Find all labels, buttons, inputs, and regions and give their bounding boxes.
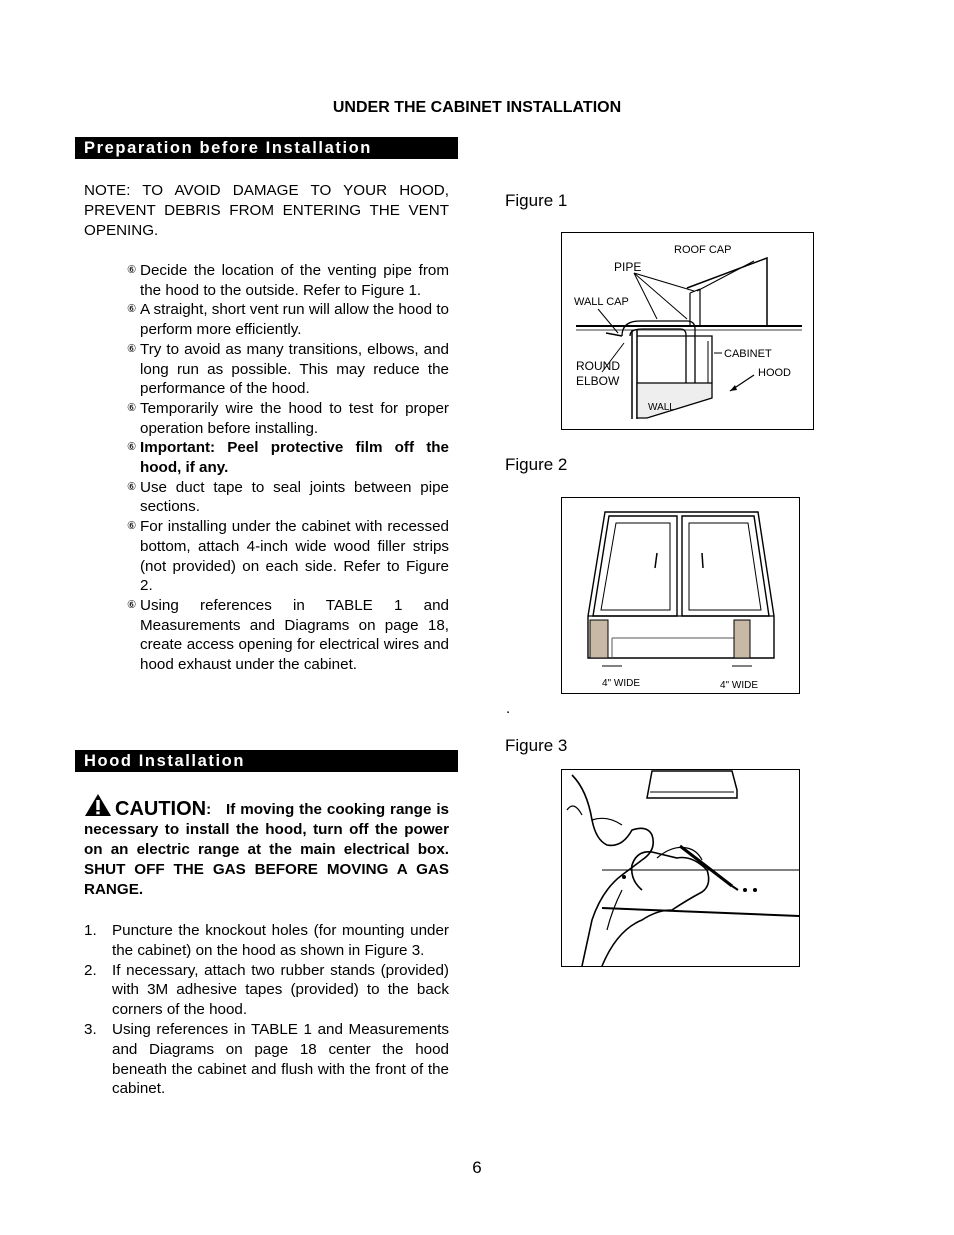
preparation-bullet-list (128, 261, 449, 675)
list-item-text: Use duct tape to seal joints between pipe sections. (140, 478, 449, 516)
figure-3-label: Figure 3 (505, 736, 568, 755)
bullet-icon: ⑥ (127, 401, 137, 414)
list-item (128, 340, 449, 399)
figure-1-label-cabinet: CABINET (724, 348, 772, 360)
figure-2-label: Figure 2 (505, 455, 568, 474)
figure-1-label-roof-cap: ROOF CAP (674, 244, 732, 256)
section-title-preparation: Preparation before Installation (75, 137, 458, 159)
caution-block (84, 793, 449, 900)
caution-title: CAUTION (115, 798, 207, 820)
list-item-text: A straight, short vent run will allow the hood to perform more efficiently. (140, 301, 449, 339)
note-text: NOTE: TO AVOID DAMAGE TO YOUR HOOD, PREVENT DEBRIS FROM ENTERING THE VENT OPENING. (84, 182, 449, 239)
step-item (84, 961, 449, 1020)
step-item (84, 1020, 449, 1099)
bullet-icon: ⑥ (127, 264, 137, 276)
figure-1-label: Figure 1 (505, 191, 568, 210)
bullet-icon: ⑥ (127, 480, 137, 493)
step-text: If necessary, attach two rubber stands (provided) with 3M adhesive tapes (provided) to the back corners of the hood. (112, 961, 449, 1019)
bullet-icon: ⑥ (127, 303, 137, 316)
figure-2-label-right-width: 4" WIDE (720, 680, 758, 691)
page-number: 6 (472, 1158, 482, 1177)
step-item (84, 921, 449, 961)
list-item (128, 261, 449, 300)
list-item (128, 517, 449, 596)
step-text: Puncture the knockout holes (for mounting under the cabinet) on the hood as shown in Figure 3. (112, 922, 449, 959)
figure-1-label-pipe: PIPE (614, 260, 642, 274)
list-item-text: Try to avoid as many transitions, elbows, and long run as possible. This may reduce the performance of the hood. (140, 340, 449, 398)
figure-1-label-wall: WALL (648, 402, 675, 413)
bullet-icon: ⑥ (127, 598, 137, 611)
list-item-text: Temporarily wire the hood to test for proper operation before installing. (140, 399, 449, 437)
warning-icon (84, 793, 112, 817)
bullet-icon: ⑥ (127, 441, 137, 454)
page-heading: UNDER THE CABINET INSTALLATION (332, 99, 622, 116)
step-number: 3. (84, 1020, 97, 1038)
step-text: Using references in TABLE 1 and Measurements and Diagrams on page 18 center the hood beneath the cabinet and flush with the front of the cabinet. (112, 1020, 449, 1098)
caution-text: If moving the cooking range is necessary to install the hood, turn off the power on an electric range at the main electrical box. SHUT OFF THE GAS BEFORE MOVING A GAS RANGE. (84, 801, 449, 898)
figure-1-label-hood: HOOD (758, 367, 791, 379)
figure-1-venting-diagram (561, 232, 814, 430)
list-item (128, 300, 449, 339)
list-item (128, 399, 449, 438)
figure-2-label-left-width: 4" WIDE (602, 678, 640, 689)
figure-3-knockout-photo (561, 769, 800, 967)
step-number: 2. (84, 961, 97, 979)
bullet-icon: ⑥ (127, 520, 137, 533)
figure-2-cabinet-diagram (561, 497, 800, 694)
list-item (128, 478, 449, 517)
figure-1-label-elbow: ELBOW (576, 374, 620, 388)
list-item-text: Using references in TABLE 1 and Measurements and Diagrams on page 18, create access opening for electrical wires and hood exhaust under the cabinet. (140, 596, 449, 674)
step-number: 1. (84, 922, 97, 939)
caution-colon: : (206, 801, 212, 818)
list-item (128, 596, 449, 675)
stray-dot: . (506, 700, 511, 717)
list-item-text: Decide the location of the venting pipe from the hood to the outside. Refer to Figure 1. (140, 262, 449, 299)
section-title-hood-installation: Hood Installation (75, 750, 458, 772)
list-item-text: Important: Peel protective film off the hood, if any. (140, 439, 449, 477)
bullet-icon: ⑥ (127, 342, 137, 355)
list-item-text: For installing under the cabinet with recessed bottom, attach 4-inch wide wood filler strips (not provided) on each side. Refer to Figure 2. (140, 518, 449, 595)
figure-1-label-wall-cap: WALL CAP (574, 296, 629, 308)
installation-steps (84, 921, 449, 1099)
figure-1-label-round: ROUND (576, 359, 620, 373)
list-item-important (128, 438, 449, 477)
